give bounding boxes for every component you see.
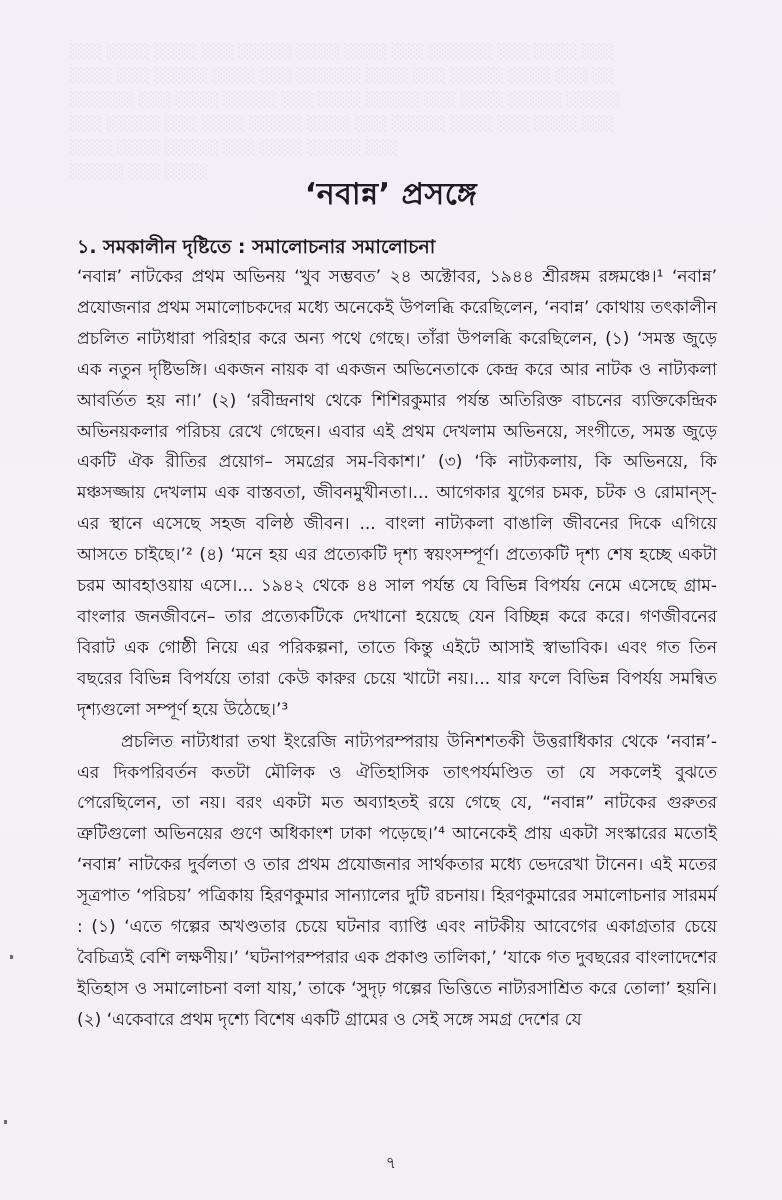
paragraph: ‘নবান্ন’ নাটকের প্রথম অভিনয় ‘খুব সম্ভবত’ ২৪ অক্টোবর, ১৯৪৪ শ্রীরঙ্গম রঙ্গমঞ্চে।¹ ‘নবান্ন’ প্রযোজনার প্রথম সমালোচকদের মধ্যে অনেকেই উপলব্ধি করেছিলেন, ‘নবান্ন’ কোথায় তৎকালীন প্রচলিত নাট্যধারা পরিহার করে অন্য পথে গেছে। তাঁরা উপলব্ধি করেছিলেন, (১) ‘সমস্ত জুড়ে এক নতুন দৃষ্টিভঙ্গি। একজন নায়ক বা একজন অভিনেতাকে কেন্দ্র করে আর নাটক ও নাট্যকলা আবর্তিত হয় না।’ (২) ‘রবীন্দ্রনাথ থেকে শিশিরকুমার পর্যন্ত অতিরিক্ত বাচনের ব্যক্তিকেন্দ্রিক অভিনয়কলার পরিচয় রেখে গেছেন। এবার এই প্রথম দেখলাম অভিনয়ে, সংগীতে, সমস্ত জুড়ে একটি ঐক রীতির প্রয়োগ– সমগ্রের সম-বিকাশ।’ (৩) ‘কি নাট্যকলায়, কি অভিনয়ে, কি মঞ্চসজ্জায় দেখলাম এক বাস্তবতা, জীবনমুখীনতা।... আগেকার যুগের চমক, চটক ও রোমান্স্-এর স্থানে এসেছে সহজ বলিষ্ঠ জীবন। ... বাংলা নাট্যকলা বাঙালি জীবনের দিকে এগিয়ে আসতে চাইছে।’² (৪) ‘মনে হয় এর প্রত্যেকটি দৃশ্য স্বয়ংসম্পূর্ণ। প্রত্যেকটি দৃশ্য শেষ হচ্ছে একটা চরম আবহাওয়ায় এসে।... ১৯৪২ থেকে ৪৪ সাল পর্যন্ত যে বিভিন্ন বিপর্যয় নেমে এসেছে গ্রাম-বাংলার জনজীবনে– তার প্রত্যেকটিকে দেখানো হয়েছে যেন বিচ্ছিন্ন করে করে। গণজীবনের বিরাট এক গোষ্ঠী নিয়ে এর পরিকল্পনা, তাতে কিন্তু এইটে আসাই স্বাভাবিক। এবং গত তিন বছরের বিভিন্ন বিপর্যয়ে তারা কেউ কারুর চেয়ে খাটো নয়।... যার ফলে বিভিন্ন বিপর্যয় সমন্বিত দৃশ্যগুলো সম্পূর্ণ হয়ে উঠেছে।’³ (77, 267, 717, 720)
body-text (77, 262, 717, 1036)
paragraph: প্রচলিত নাট্যধারা তথা ইংরেজি নাট্যপরম্পরায় উনিশশতকী উত্তরাধিকার থেকে ‘নবান্ন’-এর দিকপরিবর্তন কতটা মৌলিক ও ঐতিহাসিক তাৎপর্যমণ্ডিত তা যে সকলেই বুঝতে পেরেছিলেন, তা নয়। বরং একটা মত অব্যাহতই রয়ে গেছে যে, “নবান্ন” নাটকের গুরুতর ত্রুটিগুলো অভিনয়ের গুণে অধিকাংশ ঢাকা পড়েছে।’⁴ আনেকেই প্রায় একটা সংস্কারের মতোই ‘নবান্ন’ নাটকের দুর্বলতা ও তার প্রথম প্রযোজনার সার্থকতার মধ্যে ভেদরেখা টানেন। এই মতের সূত্রপাত ‘পরিচয়’ পত্রিকায় হিরণকুমার সান্যালের দুটি রচনায়। হিরণকুমারের সমালোচনার সারমর্ম : (১) ‘এতে গল্পের অখণ্ডতার চেয়ে ঘটনার ব্যাপ্তি এবং নাটকীয় আবেগের একাগ্রতার চেয়ে বৈচিত্র্যই বেশি লক্ষণীয়।’ ‘ঘটনাপরম্পরার এক প্রকাণ্ড তালিকা,’ ‘যাকে গত দুবছরের বাংলাদেশের ইতিহাস ও সমালোচনা বলা যায়,’ তাকে ‘সুদৃঢ় গল্পের ভিত্তিতে নাট্যরসাশ্রিত করে তোলা’ হয়নি। (২) ‘একেবারে প্রথম দৃশ্যে বিশেষ একটি গ্রামের ও সেই সঙ্গে সমগ্র দেশের যে (77, 731, 717, 1030)
show-through-text: ░░░ ░░░░ ░░░░ ░░░ ░░░░░ ░░░░ ░░░░ ░░░ ░░░░░░ ░░░ ░░░░ ░░░ ░░░░ ░░░ ░░░░░ ░░░░ ░░░ ░░░░░░ ░░░░ ░░░ ░░░░░ ░░░░ ░░░ ░░ ░░░░░░ ░░░ ░░░░ ░░░░░ ░░░ ░░░░ ░░░░░ ░░░ ░░░░ ░░░░░ ░░░░░ ░░░ ░░░░░ ░░░ ░░░░ ░░░░░ ░░░░ ░░░ ░░░░░ ░░░░ ░░░ ░░░░ ░░░ ░░░░ ░░░░ ░░░░░ ░░░ ░░░░ ░░░░░ ░░░ ░░░░░ ░░░ ░░░░ (70, 44, 621, 180)
chapter-title: ‘নবান্ন’ প্রসঙ্গে (304, 177, 478, 212)
page-number: ৭ (385, 1153, 397, 1172)
section-heading: ১. সমকালীন দৃষ্টিতে : সমালোচনার সমালোচনা (77, 236, 436, 258)
edge-mark (4, 1120, 7, 1124)
edge-mark (10, 955, 13, 959)
